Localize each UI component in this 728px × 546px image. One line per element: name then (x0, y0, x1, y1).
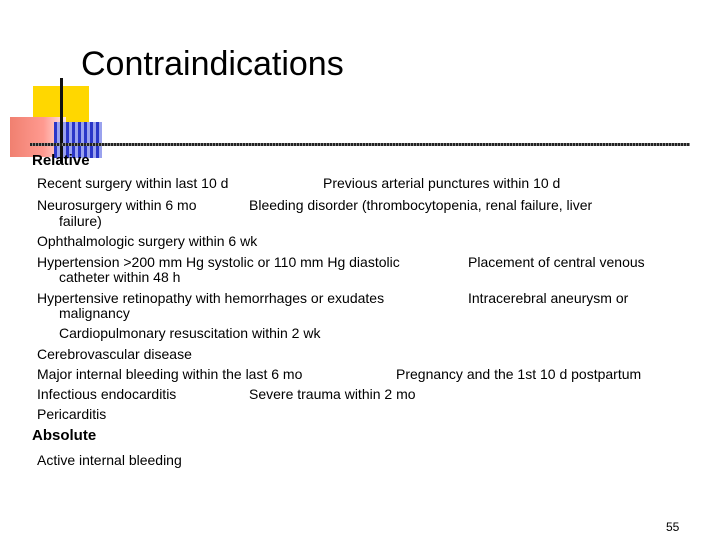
page-number: 55 (666, 520, 680, 534)
list-item: Pericarditis (37, 406, 107, 422)
item-text: Bleeding disorder (thrombocytopenia, renal failure, liver (249, 197, 593, 213)
title-divider (30, 143, 690, 146)
slide-title: Contraindications (81, 45, 344, 83)
item-text: Placement of central venous (468, 254, 645, 270)
list-item (37, 197, 593, 213)
absolute-heading: Absolute (32, 427, 97, 444)
item-text: Major internal bleeding within the last 6 mo (37, 366, 303, 382)
item-text: Intracerebral aneurysm or (468, 290, 629, 306)
item-text: Severe trauma within 2 mo (249, 386, 416, 402)
item-text: Previous arterial punctures within 10 d (323, 175, 561, 191)
item-text: Recent surgery within last 10 d (37, 175, 229, 191)
list-item (37, 290, 629, 306)
item-text: Hypertensive retinopathy with hemorrhages or exudates (37, 290, 385, 306)
list-item: Active internal bleeding (37, 452, 182, 468)
list-item (37, 386, 416, 402)
list-item (37, 175, 561, 191)
list-item (37, 254, 645, 270)
list-item-continuation: malignancy (59, 305, 130, 321)
list-item-continuation: catheter within 48 h (59, 269, 181, 285)
item-text: Pregnancy and the 1st 10 d postpartum (396, 366, 642, 382)
list-item: Ophthalmologic surgery within 6 wk (37, 233, 258, 249)
list-item: Cerebrovascular disease (37, 346, 192, 362)
list-item (37, 366, 642, 382)
list-item-continuation: failure) (59, 213, 102, 229)
list-item-continuation: Cardiopulmonary resuscitation within 2 wk (59, 325, 321, 341)
item-text: Infectious endocarditis (37, 386, 177, 402)
relative-heading: Relative (32, 152, 90, 169)
decor-vertical-line (60, 78, 63, 163)
item-text: Neurosurgery within 6 mo (37, 197, 197, 213)
item-text: Hypertension >200 mm Hg systolic or 110 mm Hg diastolic (37, 254, 400, 270)
